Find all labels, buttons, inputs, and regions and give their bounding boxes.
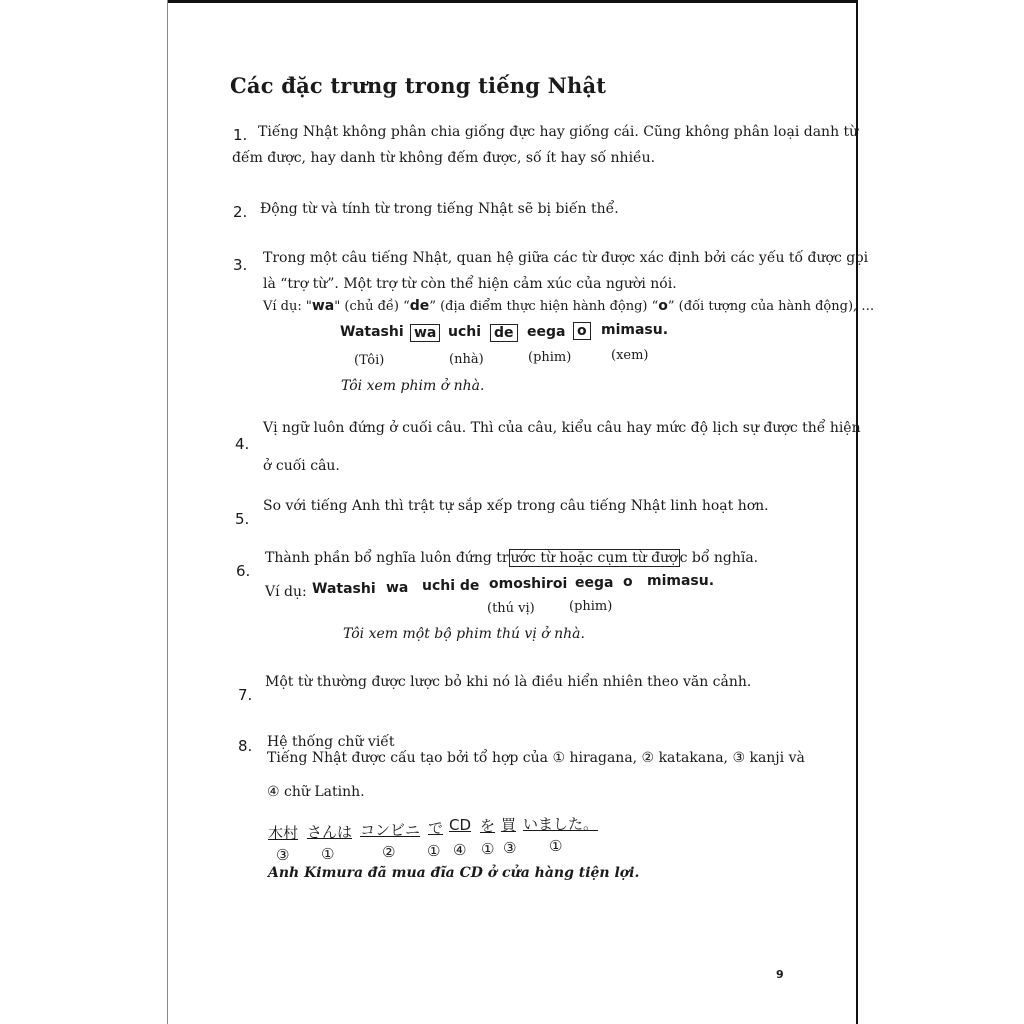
item-2-line-1: Động từ và tính từ trong tiếng Nhật sẽ bị biến thể. <box>260 201 619 217</box>
page-right-border <box>856 0 858 1024</box>
ex6-gloss-phim: (phim) <box>569 599 613 614</box>
ex6-label: Ví dụ: <box>265 584 307 600</box>
ex6-gloss-thuvi: (thú vị) <box>487 601 535 616</box>
mark-konbini: ② <box>382 843 396 861</box>
mark-wo: ① <box>481 840 495 858</box>
ex6-word-omoshiroi: omoshiroi <box>489 576 568 592</box>
item-8-line-3: ④ chữ Latinh. <box>267 784 365 800</box>
highlight-box: ước từ hoặc cụm từ đượ <box>510 550 678 566</box>
ex6-word-watashi: Watashi <box>312 581 376 597</box>
item-3-line-1: Trong một câu tiếng Nhật, quan hệ giữa các từ được xác định bởi các yếu tố được gọi <box>263 250 869 266</box>
item-4-line-2: ở cuối câu. <box>263 458 340 474</box>
ex8-word-cd: CD <box>449 816 472 834</box>
item-1-line-2: đếm được, hay danh từ không đếm được, số ít hay số nhiều. <box>232 150 656 166</box>
mark-kai: ③ <box>503 839 517 857</box>
item-number-1: 1. <box>233 126 248 144</box>
item-number-4: 4. <box>235 435 250 453</box>
item-5-line-1: So với tiếng Anh thì trật tự sắp xếp trong câu tiếng Nhật linh hoạt hơn. <box>263 498 769 514</box>
ex6-translation: Tôi xem một bộ phim thú vị ở nhà. <box>343 626 585 642</box>
ex6-word-mimasu: mimasu. <box>647 573 715 589</box>
ex8-word-imashita: いました。 <box>523 815 599 833</box>
ex3-word-uchi: uchi <box>448 324 482 340</box>
ex8-word-wo: を <box>480 817 496 835</box>
ex8-word-kai: 買 <box>501 816 517 834</box>
ex3-word-o: o <box>573 322 591 340</box>
item-4-line-1: Vị ngữ luôn đứng ở cuối câu. Thì của câu, kiểu câu hay mức độ lịch sự được thể hiện <box>263 420 861 436</box>
item-7-line-1: Một từ thường được lược bỏ khi nó là điều hiển nhiên theo văn cảnh. <box>265 674 752 690</box>
mark-imashita: ① <box>549 837 563 855</box>
ex8-word-sanwa: さんは <box>307 823 353 841</box>
ex8-translation: Anh Kimura đã mua đĩa CD ở cửa hàng tiện lợi. <box>268 865 640 881</box>
item-1-line-1: Tiếng Nhật không phân chia giống đực hay giống cái. Cũng không phân loại danh từ <box>258 124 859 140</box>
item-number-7: 7. <box>238 686 253 704</box>
item-3-line-2: là “trợ từ”. Một trợ từ còn thể hiện cảm xúc của người nói. <box>263 276 677 292</box>
ex6-word-o: o <box>623 574 633 590</box>
page-left-edge <box>167 0 168 1024</box>
example-3-intro: Ví dụ: "wa" (chủ đề) “de” (địa điểm thực hiện hành động) “o” (đối tượng của hành động), … <box>263 298 875 314</box>
item-number-8: 8. <box>238 737 253 755</box>
ex3-gloss-phim: (phim) <box>528 350 572 365</box>
mark-kimura: ③ <box>276 846 290 864</box>
ex3-word-wa: wa <box>410 324 440 342</box>
item-6-line-1: Thành phần bổ nghĩa luôn đứng tr ước từ hoặc cụm từ đượ c bổ nghĩa. <box>265 550 759 566</box>
ex6-word-wa: wa <box>386 580 409 596</box>
page-number: 9 <box>776 968 784 981</box>
ex6-word-eega: eega <box>575 575 614 591</box>
ex3-word-eega: eega <box>527 324 566 340</box>
mark-sanwa: ① <box>321 845 335 863</box>
item-8-line-2: Tiếng Nhật được cấu tạo bởi tổ hợp của ① hiragana, ② katakana, ③ kanji và <box>267 750 805 766</box>
ex3-gloss-nha: (nhà) <box>449 352 484 367</box>
ex3-word-mimasu: mimasu. <box>601 322 669 338</box>
page-title: Các đặc trưng trong tiếng Nhật <box>230 73 607 98</box>
item-number-6: 6. <box>236 562 251 580</box>
ex3-translation: Tôi xem phim ở nhà. <box>341 378 485 394</box>
mark-cd: ④ <box>453 841 467 859</box>
ex8-word-de: で <box>428 819 444 837</box>
item-number-2: 2. <box>233 203 248 221</box>
mark-de: ① <box>427 842 441 860</box>
ex3-gloss-toi: (Tôi) <box>354 353 385 368</box>
item-8-line-1: Hệ thống chữ viết <box>267 734 395 750</box>
ex6-word-uchide: uchi de <box>422 578 480 594</box>
ex3-word-de: de <box>490 324 518 342</box>
ex8-word-konbini: コンビニ <box>360 821 421 839</box>
ex8-word-kimura: 木村 <box>268 824 299 842</box>
item-number-5: 5. <box>235 510 250 528</box>
page-top-border <box>168 0 856 3</box>
ex3-gloss-xem: (xem) <box>611 348 649 363</box>
ex3-word-watashi: Watashi <box>340 324 404 340</box>
item-number-3: 3. <box>233 256 248 274</box>
